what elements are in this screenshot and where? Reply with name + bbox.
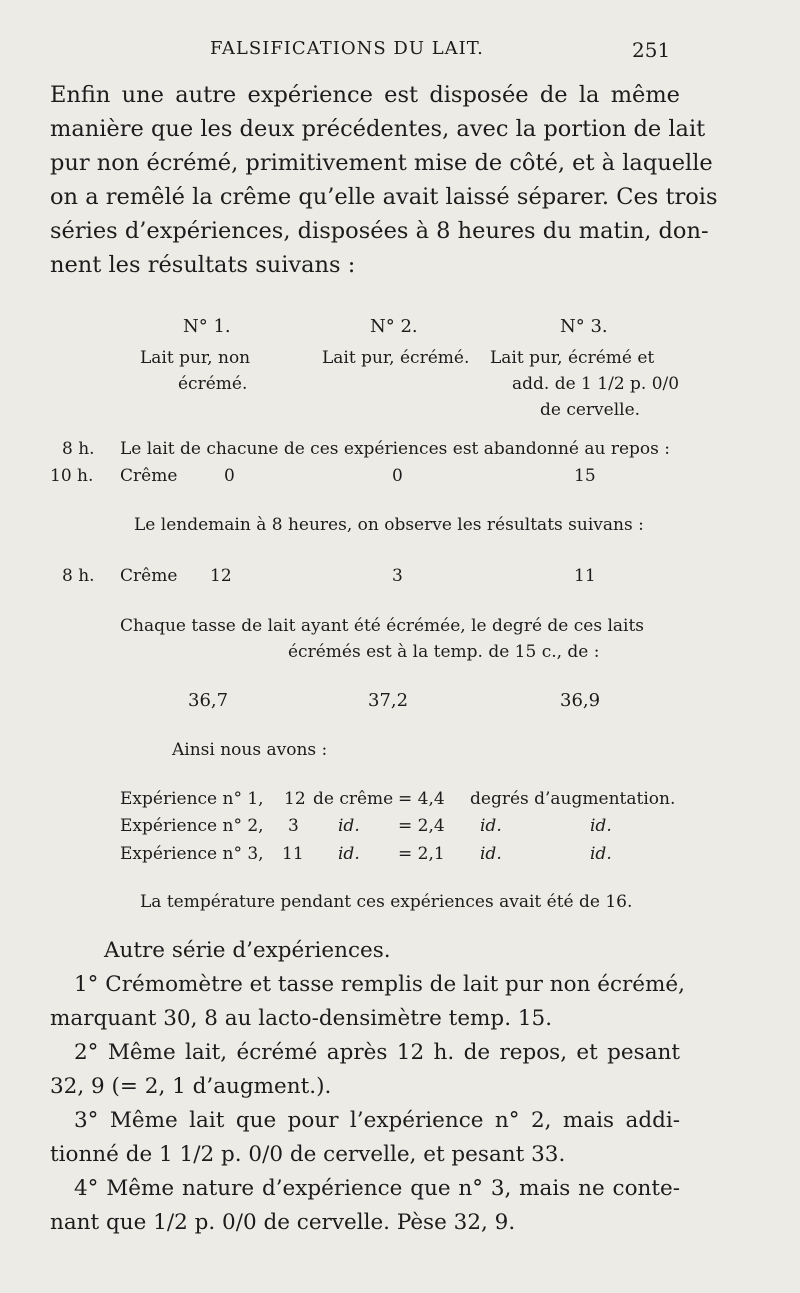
text-line: pur non écrémé, primitivement mise de côté, et à laquelle [50, 150, 713, 176]
intro-paragraph [50, 78, 718, 282]
item-line: 4° Même nature d’expérience que n° 3, mais ne conte- [74, 1176, 680, 1201]
result-cream: 12 [284, 789, 306, 809]
result-label: Expérience n° 1, [120, 789, 264, 809]
column-desc-1: écrémé. [178, 374, 248, 394]
cream-value: 0 [224, 466, 235, 486]
column-desc-3: add. de 1 1/2 p. 0/0 [512, 374, 680, 394]
time-label: 8 h. [62, 439, 95, 459]
degree-value: 36,9 [560, 690, 601, 711]
ainsi-text: Ainsi nous avons : [172, 740, 328, 760]
text-line: séries d’expériences, disposées à 8 heures du matin, don- [50, 218, 709, 244]
item-line: 32, 9 (= 2, 1 d’augment.). [50, 1074, 332, 1099]
result-desc: de crême [313, 789, 394, 809]
column-heading-2: N° 2. [370, 316, 418, 337]
column-desc-1: Lait pur, non [140, 348, 251, 368]
running-header: FALSIFICATIONS DU LAIT. [210, 38, 484, 59]
result-eq: = 2,1 [398, 844, 445, 864]
cream-value: 15 [574, 466, 596, 486]
result-note: id. [480, 816, 502, 836]
column-heading-1: N° 1. [183, 316, 231, 337]
skim-note: Chaque tasse de lait ayant été écrémée, le degré de ces laits [120, 616, 645, 636]
time-label: 8 h. [62, 566, 95, 586]
result-desc: id. [338, 844, 360, 864]
page-number: 251 [632, 38, 671, 62]
degree-value: 37,2 [368, 690, 409, 711]
item-line: 1° Crémomètre et tasse remplis de lait pur non écrémé, [74, 972, 685, 997]
item-line: nant que 1/2 p. 0/0 de cervelle. Pèse 32, 9. [50, 1210, 516, 1235]
text-line: on a remêlé la crême qu’elle avait laissé séparer. Ces trois [50, 184, 718, 210]
series-title: Autre série d’expériences. [104, 938, 391, 963]
result-label: Expérience n° 3, [120, 844, 264, 864]
column-desc-3: de cervelle. [540, 400, 641, 420]
degree-value: 36,7 [188, 690, 229, 711]
rest-text: Le lait de chacune de ces expériences est abandonné au repos : [120, 439, 671, 459]
cream-value: 3 [392, 566, 403, 586]
result-note: degrés d’augmentation. [470, 789, 676, 809]
result-eq: = 4,4 [398, 789, 445, 809]
cream-value: 0 [392, 466, 403, 486]
result-desc: id. [338, 816, 360, 836]
item-line: 3° Même lait que pour l’expérience n° 2, mais addi- [74, 1108, 680, 1133]
text-line: manière que les deux précédentes, avec la portion de lait [50, 116, 706, 142]
result-cream: 3 [288, 816, 299, 836]
item-line: marquant 30, 8 au lacto-densimètre temp. 15. [50, 1006, 553, 1031]
result-cream: 11 [282, 844, 304, 864]
time-label: 10 h. [50, 466, 94, 486]
cream-label: Crême [120, 566, 178, 586]
skim-note: écrémés est à la temp. de 15 c., de : [288, 642, 600, 662]
cream-label: Crême [120, 466, 178, 486]
text-line: nent les résultats suivans : [50, 252, 356, 278]
item-line: tionné de 1 1/2 p. 0/0 de cervelle, et pesant 33. [50, 1142, 566, 1167]
next-day-text: Le lendemain à 8 heures, on observe les résultats suivans : [134, 515, 644, 535]
cream-value: 12 [210, 566, 232, 586]
text-line: Enfin une autre expérience est disposée de la même [50, 82, 680, 108]
column-desc-3: Lait pur, écrémé et [490, 348, 655, 368]
result-label: Expérience n° 2, [120, 816, 264, 836]
column-heading-3: N° 3. [560, 316, 608, 337]
cream-value: 11 [574, 566, 596, 586]
result-eq: = 2,4 [398, 816, 445, 836]
result-note: id. [590, 844, 612, 864]
numbered-items [50, 968, 685, 1240]
result-note: id. [480, 844, 502, 864]
item-line: 2° Même lait, écrémé après 12 h. de repos, et pesant [74, 1040, 680, 1065]
column-desc-2: Lait pur, écrémé. [322, 348, 470, 368]
result-note: id. [590, 816, 612, 836]
temperature-note: La température pendant ces expériences avait été de 16. [140, 892, 633, 912]
